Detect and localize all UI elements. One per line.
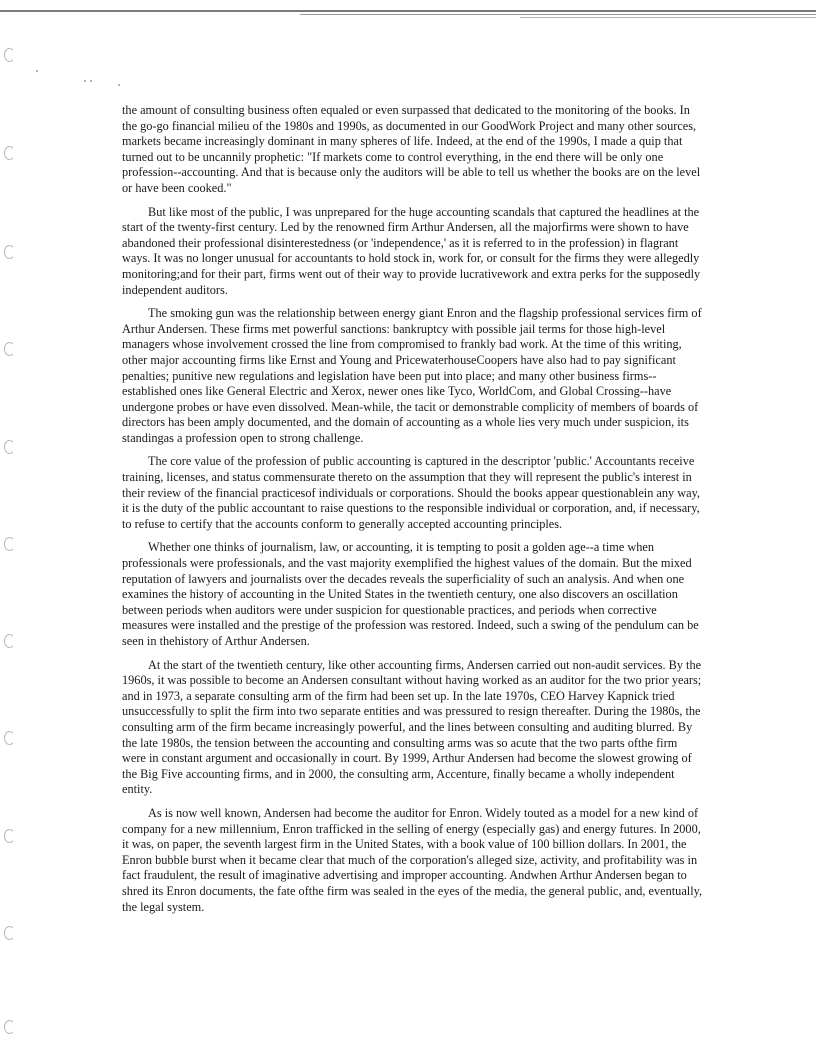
punch-hole-mark (4, 537, 15, 551)
scan-speck (90, 80, 92, 82)
scan-edge-line (0, 10, 816, 12)
punch-hole-mark (4, 1020, 15, 1034)
paragraph: the amount of consulting business often equaled or even surpassed that dedicated to the monitoring of the books. In the go-go financial milieu of the 1980s and 1990s, as documented in our GoodWork Project and many other sources, markets became increasingly dominant in many spheres of life. Indeed, at the end of the 1990s, I made a quip that turned out to be uncannily prophetic: "If markets come to control everything, in the end there will be only one profession--accounting. And that is because only the auditors will be able to tell us whether the books are on the level or have been cooked." (122, 103, 701, 195)
punch-hole-mark (4, 245, 15, 259)
punch-hole-mark (4, 731, 15, 745)
document-body (122, 103, 704, 923)
scan-speck (36, 70, 38, 72)
paragraph: At the start of the twentieth century, like other accounting firms, Andersen carried out non-audit services. By the 1960s, it was possible to become an Andersen consultant without having worked as an auditor for the two prior years; and in 1973, a separate consulting arm of the firm had been set up. In the late 1970s, CEO Harvey Kapnick tried unsuccessfully to split the firm into two separate entities and was pressured to resign thereafter. During the 1980s, the consulting arm of the firm became increasingly powerful, and the lines between consulting and auditing blurred. By the late 1980s, the tension between the accounting and consulting arms was so acute that the two parts ofthe firm were in constant argument and occasionally in court. By 1999, Arthur Andersen had become the slowest growing of the Big Five accounting firms, and in 2000, the consulting arm, Accenture, finally became a wholly independent entity. (122, 657, 702, 797)
punch-hole-mark (4, 146, 15, 160)
paragraph: The smoking gun was the relationship between energy giant Enron and the flagship professional services firm of Arthur Andersen. These firms met powerful sanctions: bankruptcy with possible jail terms for those high-level managers whose involvement crossed the line from compromised to frankly bad work. At the time of this writing, other major accounting firms like Ernst and Young and PricewaterhouseCoopers have also had to pay significant penalties; punitive new regulations and legislation have been put into place; and many other business firms--established ones like General Electric and Xerox, newer ones like Tyco, WorldCom, and Global Crossing--have undergone probes or have even dissolved. Mean-while, the tacit or demonstrable complicity of members of boards of directors has been amply documented, and the domain of accounting as a whole lies very much under suspicion, its standingas a profession open to strong challenge. (122, 306, 702, 445)
punch-hole-mark (4, 342, 15, 356)
scan-edge-line (300, 14, 816, 15)
paragraph: As is now well known, Andersen had become the auditor for Enron. Widely touted as a model for a new kind of company for a new millennium, Enron trafficked in the selling of energy (especially gas) and energy futures. In 2000, it was, on paper, the seventh largest firm in the United States, with a book value of 100 billion dollars. In 2001, the Enron bubble burst when it became clear that much of the corporation's alleged size, activity, and profitability was in fact fraudulent, the result of imaginative advertising and improper accounting. Andwhen Arthur Andersen began to shred its Enron documents, the fate ofthe firm was sealed in the eyes of the media, the general public, and, eventually, the legal system. (122, 805, 703, 914)
punch-hole-mark (4, 829, 15, 843)
punch-hole-mark (4, 634, 15, 648)
scan-edge-line (520, 17, 816, 18)
punch-hole-mark (4, 48, 15, 62)
paragraph: Whether one thinks of journalism, law, or accounting, it is tempting to posit a golden age--a time when professionals were professionals, and the vast majority exemplified the highest values of the domain. But the mixed reputation of lawyers and journalists over the decades reveals the superficiality of such an analysis. And when one examines the history of accounting in the United States in the twentieth century, one also discovers an oscillation between periods when auditors were under suspicion for questionable practices, and periods when corrective measures were installed and the prestige of the profession was restored. Indeed, such a swing of the pendulum can be seen in thehistory of Arthur Andersen. (122, 540, 699, 648)
punch-hole-mark (4, 440, 15, 454)
paragraph: But like most of the public, I was unprepared for the huge accounting scandals that captured the headlines at the start of the twenty-first century. Led by the renowned firm Arthur Andersen, all the majorfirms were shown to have abandoned their professional disinterestedness (or 'independence,' as it is referred to in the profession) in flagrant ways. It was no longer unusual for accountants to hold stock in, work for, or consult for the firms they were allegedly monitoring;and for their part, firms went out of their way to provide lucrativework and extra perks for the supposedly independent auditors. (122, 204, 701, 297)
scan-speck (118, 84, 120, 86)
paragraph: The core value of the profession of public accounting is captured in the descriptor 'public.' Accountants receive training, licenses, and status commensurate thereto on the assumption that they will represent the public's interest in their review of the financial practicesof individuals or corporations. Should the books appear questionablein any way, it is the duty of the public accountant to raise questions to the responsible individual or corporation, and, if necessary, to refuse to certify that the accounts conform to generally accepted accounting principles. (122, 454, 701, 531)
punch-hole-mark (4, 926, 15, 940)
scan-speck (84, 80, 86, 82)
